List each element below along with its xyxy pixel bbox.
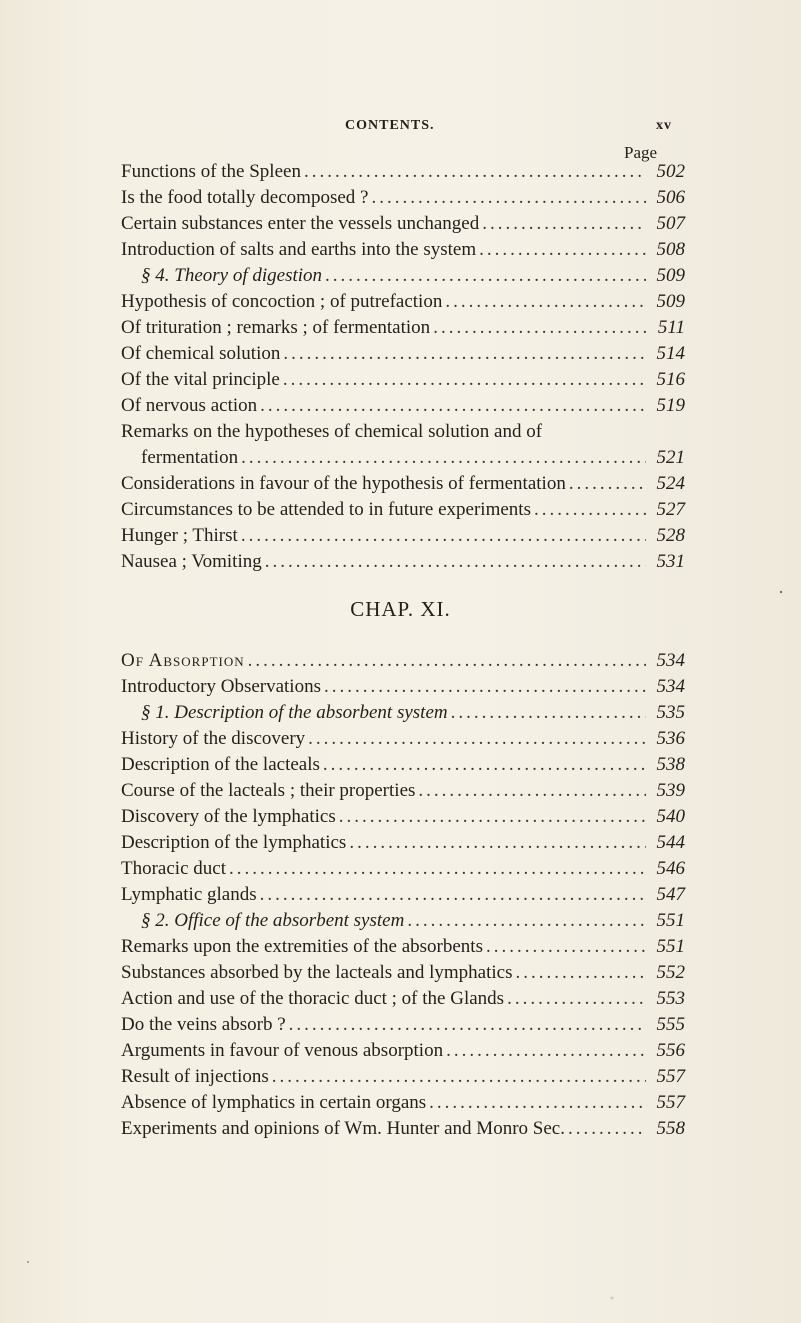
- toc-entry: [121, 497, 685, 523]
- toc-entry-title: Experiments and opinions of Wm. Hunter and Monro Sec.: [121, 1118, 565, 1139]
- leader-dots: [534, 497, 646, 523]
- toc-entry-title: History of the discovery: [121, 728, 306, 749]
- toc-entry-title: Of nervous action: [121, 395, 258, 416]
- toc-entry-title: Is the food totally decomposed ?: [121, 187, 369, 208]
- toc-entry: [121, 804, 685, 830]
- toc-entry: [121, 1012, 685, 1038]
- toc-entry-page: 506: [656, 187, 685, 208]
- ink-speck: [611, 1297, 614, 1300]
- toc-entry: [121, 830, 685, 856]
- leader-dots: [433, 315, 646, 341]
- leader-dots: [265, 549, 646, 575]
- leader-dots: [283, 341, 646, 367]
- leader-dots: [260, 393, 646, 419]
- leader-dots: [260, 882, 646, 908]
- toc-section-entry: [141, 908, 685, 934]
- toc-entry: [121, 315, 685, 341]
- toc-entry: [121, 523, 685, 549]
- toc-entry: [121, 1116, 685, 1142]
- toc-entry-title: Of trituration ; remarks ; of fermentation: [121, 317, 431, 338]
- toc-entry-page: 547: [656, 884, 685, 905]
- toc-entry-page: 536: [656, 728, 685, 749]
- toc-entry: [121, 211, 685, 237]
- toc-entry-title: Thoracic duct: [121, 858, 226, 879]
- toc-entry: [121, 237, 685, 263]
- toc-entry-title: Considerations in favour of the hypothesis of fermentation: [121, 473, 566, 494]
- toc-entry: [121, 289, 685, 315]
- toc-entry: [121, 471, 685, 497]
- toc-entry-continuation: [141, 445, 685, 471]
- ink-speck: [780, 591, 782, 593]
- leader-dots: [479, 237, 646, 263]
- toc-entry: [121, 752, 685, 778]
- toc-entry: [121, 648, 685, 674]
- toc-entry-title: Arguments in favour of venous absorption: [121, 1040, 444, 1061]
- toc-entry-page: 551: [656, 936, 685, 957]
- leader-dots: [568, 1116, 646, 1142]
- toc-entry-page: 527: [656, 499, 685, 520]
- toc-entry-title: Action and use of the thoracic duct ; of the Glands: [121, 988, 505, 1009]
- leader-dots: [451, 700, 646, 726]
- toc-entry-page: 555: [656, 1014, 685, 1035]
- toc-entry: [121, 1038, 685, 1064]
- toc-entry-title: Lymphatic glands: [121, 884, 257, 905]
- toc-entry-title: Hunger ; Thirst: [121, 525, 238, 546]
- toc-entry: [121, 341, 685, 367]
- toc-entry-page: 546: [656, 858, 685, 879]
- leader-dots: [569, 471, 646, 497]
- toc-entry: [121, 674, 685, 700]
- toc-entry: [121, 934, 685, 960]
- leader-dots: [325, 263, 646, 289]
- toc-entry-page: 509: [656, 291, 685, 312]
- toc-entry: [121, 393, 685, 419]
- toc-entry-page: 514: [656, 343, 685, 364]
- toc-entry-title: Functions of the Spleen: [121, 161, 301, 182]
- leader-dots: [241, 523, 646, 549]
- leader-dots: [429, 1090, 646, 1116]
- toc-entry: [121, 549, 685, 575]
- toc-entry-page: 521: [656, 447, 685, 468]
- toc-entry-title: Nausea ; Vomiting: [121, 551, 262, 572]
- toc-entry-page: 552: [656, 962, 685, 983]
- toc-entry-title: Result of injections: [121, 1066, 269, 1087]
- toc-entry-title: Description of the lacteals: [121, 754, 320, 775]
- leader-dots: [241, 445, 646, 471]
- toc-entry-page: 511: [657, 317, 685, 338]
- leader-dots: [324, 674, 646, 700]
- toc-entry-page: 544: [656, 832, 685, 853]
- toc-entry-page: 508: [656, 239, 685, 260]
- toc-entry: [121, 856, 685, 882]
- toc-entry-page: 507: [656, 213, 685, 234]
- toc-entry-page: 556: [656, 1040, 685, 1061]
- toc-entry: [121, 159, 685, 185]
- toc-entry-page: 558: [656, 1118, 685, 1139]
- toc-entry-page: 534: [656, 676, 685, 697]
- leader-dots: [445, 289, 646, 315]
- toc-entry: [121, 367, 685, 393]
- page-folio: xv: [656, 118, 672, 133]
- toc-entry-page: 528: [656, 525, 685, 546]
- toc-entry-title: Of the vital principle: [121, 369, 280, 390]
- toc-entry: [121, 882, 685, 908]
- leader-dots: [339, 804, 646, 830]
- leader-dots: [418, 778, 646, 804]
- toc-entry-title: § 1. Description of the absorbent system: [141, 702, 448, 723]
- toc-entry-title: Remarks on the hypotheses of chemical solution and of: [121, 421, 543, 442]
- ink-speck: [27, 1261, 29, 1263]
- toc-entry-page: 540: [656, 806, 685, 827]
- leader-dots: [507, 986, 646, 1012]
- toc-entry: [121, 1090, 685, 1116]
- toc-entry: [121, 778, 685, 804]
- toc-entry-page: 531: [656, 551, 685, 572]
- leader-dots: [323, 752, 646, 778]
- leader-dots: [446, 1038, 646, 1064]
- toc-entry: [121, 986, 685, 1012]
- toc-entry-title: Absence of lymphatics in certain organs: [121, 1092, 427, 1113]
- toc-entry-page: 551: [656, 910, 685, 931]
- toc-entry-title: fermentation: [141, 447, 239, 468]
- toc-entry-page: 524: [656, 473, 685, 494]
- toc-entry-title: Introductory Observations: [121, 676, 321, 697]
- toc-entry-title: § 4. Theory of digestion: [141, 265, 323, 286]
- toc-entry-page: 557: [656, 1066, 685, 1087]
- toc-entry-page: 519: [656, 395, 685, 416]
- toc-entry-title: Hypothesis of concoction ; of putrefaction: [121, 291, 443, 312]
- leader-dots: [482, 211, 646, 237]
- toc-entry-page: 553: [656, 988, 685, 1009]
- toc-entry-page: 534: [656, 650, 685, 671]
- chapter-heading: CHAP. XI.: [350, 597, 451, 621]
- toc-section-entry: [141, 263, 685, 289]
- running-head-title: CONTENTS.: [345, 118, 435, 133]
- leader-dots: [248, 648, 646, 674]
- toc-entry-title: Substances absorbed by the lacteals and lymphatics: [121, 962, 513, 983]
- toc-entry-title: § 2. Office of the absorbent system: [141, 910, 405, 931]
- leader-dots: [308, 726, 646, 752]
- toc-entry: [121, 1064, 685, 1090]
- leader-dots: [304, 159, 646, 185]
- toc-entry: [121, 960, 685, 986]
- leader-dots: [371, 185, 646, 211]
- toc-entry-title: Do the veins absorb ?: [121, 1014, 286, 1035]
- toc-entry-title: Remarks upon the extremities of the absorbents: [121, 936, 483, 957]
- toc-entry-page: 535: [656, 702, 685, 723]
- leader-dots: [229, 856, 646, 882]
- toc-entry-title: Discovery of the lymphatics: [121, 806, 336, 827]
- toc-entry-title: Description of the lymphatics: [121, 832, 347, 853]
- leader-dots: [516, 960, 646, 986]
- toc-entry-first-line: [121, 419, 685, 445]
- toc-entry-title: Course of the lacteals ; their properties: [121, 780, 416, 801]
- leader-dots: [349, 830, 646, 856]
- toc-entry-page: 539: [656, 780, 685, 801]
- leader-dots: [289, 1012, 646, 1038]
- toc-entry-page: 509: [656, 265, 685, 286]
- toc-entry-title: Of chemical solution: [121, 343, 281, 364]
- leader-dots: [486, 934, 646, 960]
- toc-entry-title: Introduction of salts and earths into the system: [121, 239, 477, 260]
- toc-entry: [121, 185, 685, 211]
- toc-entry-page: 538: [656, 754, 685, 775]
- toc-entry-page: 516: [656, 369, 685, 390]
- toc-section-entry: [141, 700, 685, 726]
- leader-dots: [283, 367, 646, 393]
- toc-entry-title: Certain substances enter the vessels unchanged: [121, 213, 480, 234]
- leader-dots: [272, 1064, 646, 1090]
- toc-entry: [121, 726, 685, 752]
- running-head: [0, 118, 801, 138]
- leader-dots: [407, 908, 646, 934]
- page-column-label: Page: [624, 143, 658, 162]
- toc-entry-title: Of Absorption: [121, 650, 245, 671]
- toc-entry-page: 502: [656, 161, 685, 182]
- toc-entry-title: Circumstances to be attended to in future experiments: [121, 499, 531, 520]
- toc-entry-page: 557: [656, 1092, 685, 1113]
